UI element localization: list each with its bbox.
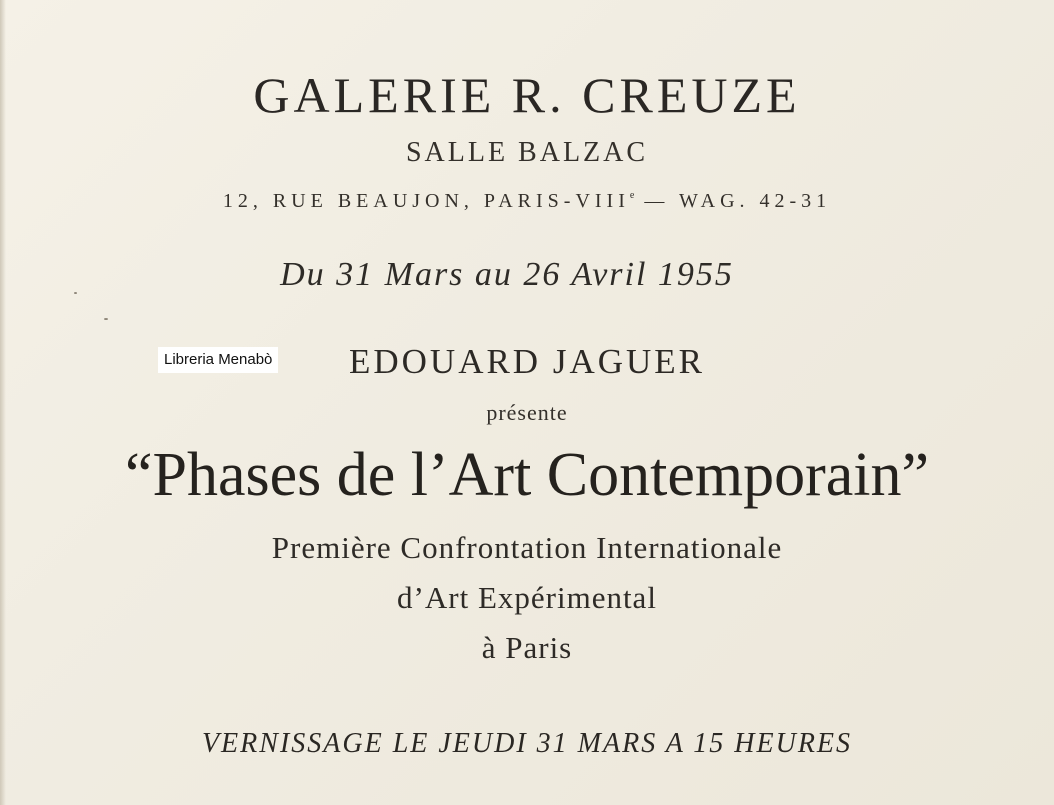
paper-speck xyxy=(104,318,108,320)
address-arrondissement-superscript: e xyxy=(629,190,635,201)
watermark-label: Libreria Menabò xyxy=(158,347,278,373)
subtitle-line-3: à Paris xyxy=(481,630,573,665)
opening-announcement: VERNISSAGE LE JEUDI 31 MARS A 15 HEURES xyxy=(201,728,853,759)
address-phone: — WAG. 42-31 xyxy=(634,190,832,212)
gallery-address xyxy=(0,190,1054,213)
gallery-name: GALERIE R. CREUZE xyxy=(253,67,801,123)
paper-speck xyxy=(74,292,77,294)
room-name: SALLE BALZAC xyxy=(405,137,649,168)
address-street: 12, RUE BEAUJON, PARIS-VIII xyxy=(222,190,630,212)
presents-text: présente xyxy=(486,400,568,425)
presenter-name: EDOUARD JAGUER xyxy=(348,342,706,381)
exhibition-title: “Phases de l’Art Contemporain” xyxy=(124,441,930,509)
exhibition-dates: Du 31 Mars au 26 Avril 1955 xyxy=(280,256,734,293)
subtitle-line-1: Première Confrontation Internationale xyxy=(271,530,783,565)
subtitle-line-2: d’Art Expérimental xyxy=(397,580,657,615)
